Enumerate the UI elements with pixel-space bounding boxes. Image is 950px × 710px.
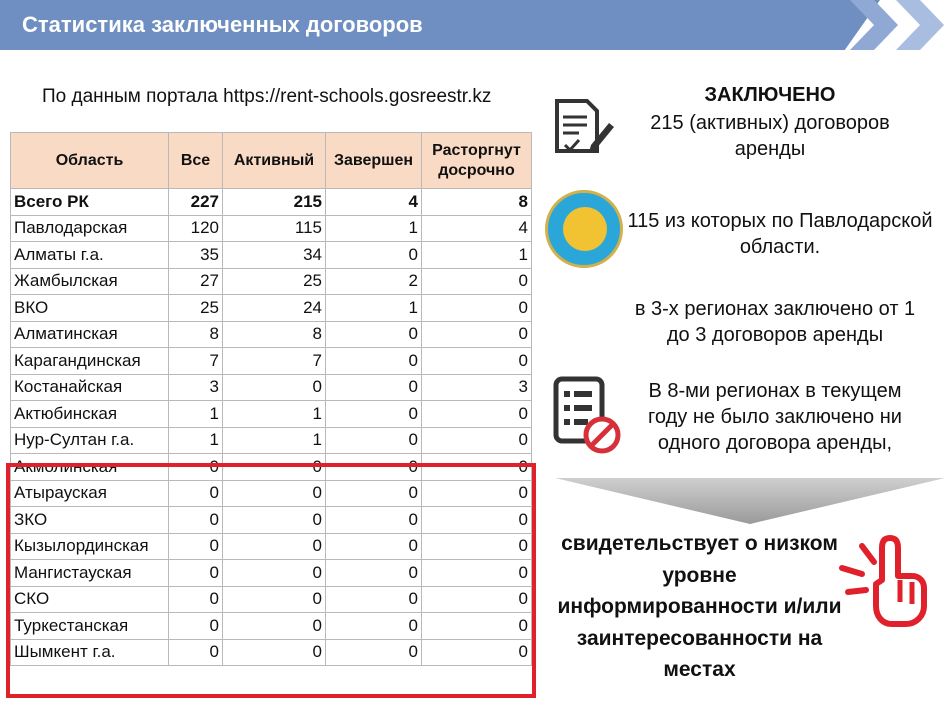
contract-icon [551,95,617,159]
cell-completed: 0 [326,401,422,428]
cell-completed: 0 [326,533,422,560]
cell-region: Алматинская [11,321,169,348]
cell-terminated: 0 [422,507,532,534]
cell-all: 25 [169,295,223,322]
col-header-region: Область [11,133,169,189]
checklist-forbidden-icon [550,375,626,459]
cell-all: 227 [169,189,223,216]
cell-all: 0 [169,507,223,534]
cell-terminated: 3 [422,374,532,401]
cell-all: 0 [169,586,223,613]
cell-region: Кызылординская [11,533,169,560]
cell-completed: 0 [326,480,422,507]
cell-region: СКО [11,586,169,613]
cell-region: ЗКО [11,507,169,534]
col-header-active: Активный [223,133,326,189]
table-row [11,348,532,375]
cell-terminated: 4 [422,215,532,242]
cell-active: 24 [223,295,326,322]
cell-active: 1 [223,401,326,428]
cell-completed: 0 [326,586,422,613]
cell-all: 8 [169,321,223,348]
cell-all: 1 [169,427,223,454]
cell-region: Всего РК [11,189,169,216]
cell-region: Костанайская [11,374,169,401]
table-row [11,533,532,560]
cell-all: 0 [169,533,223,560]
conclusion-text: свидетельствует о низком уровне информированности и/или заинтересованности на местах [557,532,842,681]
cell-all: 0 [169,639,223,666]
table-row [11,613,532,640]
cell-all: 0 [169,480,223,507]
table-row [11,215,532,242]
table-row [11,507,532,534]
concluded-heading: ЗАКЛЮЧЕНО [704,84,836,106]
cell-completed: 0 [326,454,422,481]
cell-completed: 4 [326,189,422,216]
cell-region: Павлодарская [11,215,169,242]
cell-all: 0 [169,560,223,587]
cell-active: 7 [223,348,326,375]
cell-all: 0 [169,454,223,481]
table-row [11,295,532,322]
cell-active: 215 [223,189,326,216]
table-row [11,560,532,587]
cell-terminated: 0 [422,348,532,375]
table-row [11,427,532,454]
cell-completed: 0 [326,560,422,587]
cell-active: 0 [223,533,326,560]
cell-terminated: 0 [422,613,532,640]
hand-one-finger-icon [838,530,940,630]
cell-region: Мангистауская [11,560,169,587]
cell-active: 8 [223,321,326,348]
table-row [11,401,532,428]
cell-region: Алматы г.а. [11,242,169,269]
table-total-row [11,189,532,216]
cell-region: Актюбинская [11,401,169,428]
cell-active: 25 [223,268,326,295]
cell-terminated: 0 [422,268,532,295]
table-row [11,480,532,507]
cell-active: 1 [223,427,326,454]
cell-completed: 2 [326,268,422,295]
cell-all: 7 [169,348,223,375]
cell-completed: 1 [326,295,422,322]
none-regions-text: В 8-ми регионах в текущем году не было заключено ни одного договора аренды, [648,380,902,454]
table-row [11,268,532,295]
page-title: Статистика заключенных договоров [22,12,423,37]
cell-active: 34 [223,242,326,269]
contracts-table [10,132,532,666]
cell-active: 0 [223,374,326,401]
cell-all: 0 [169,613,223,640]
table-row [11,242,532,269]
cell-terminated: 0 [422,295,532,322]
cell-region: Карагандинская [11,348,169,375]
table-row [11,374,532,401]
cell-region: Шымкент г.а. [11,639,169,666]
regions-text: в 3-х регионах заключено от 1 до 3 договоров аренды [634,298,916,346]
cell-region: Нур-Султан г.а. [11,427,169,454]
cell-terminated: 0 [422,427,532,454]
cell-region: Акмолинская [11,454,169,481]
cell-completed: 0 [326,374,422,401]
cell-terminated: 1 [422,242,532,269]
funnel-arrow [555,478,945,524]
cell-active: 115 [223,215,326,242]
cell-completed: 0 [326,507,422,534]
source-note: По данным портала https://rent-schools.gosreestr.kz [42,86,492,107]
cell-all: 120 [169,215,223,242]
cell-completed: 0 [326,242,422,269]
col-header-all: Все [169,133,223,189]
cell-region: Туркестанская [11,613,169,640]
cell-active: 0 [223,613,326,640]
cell-active: 0 [223,639,326,666]
cell-terminated: 8 [422,189,532,216]
cell-active: 0 [223,586,326,613]
col-header-terminated: Расторгнут досрочно [422,133,532,189]
table-row [11,321,532,348]
cell-terminated: 0 [422,560,532,587]
cell-all: 35 [169,242,223,269]
cell-active: 0 [223,560,326,587]
table-row [11,639,532,666]
cell-completed: 0 [326,321,422,348]
cell-terminated: 0 [422,586,532,613]
cell-all: 27 [169,268,223,295]
cell-all: 1 [169,401,223,428]
cell-region: ВКО [11,295,169,322]
cell-completed: 0 [326,639,422,666]
cell-terminated: 0 [422,480,532,507]
cell-terminated: 0 [422,639,532,666]
pavlodar-emblem [545,190,623,268]
table-row [11,454,532,481]
cell-all: 3 [169,374,223,401]
concluded-text: 215 (активных) договоров аренды [650,112,890,160]
cell-completed: 0 [326,427,422,454]
cell-active: 0 [223,454,326,481]
cell-completed: 1 [326,215,422,242]
table-row [11,586,532,613]
cell-terminated: 0 [422,454,532,481]
cell-region: Атырауская [11,480,169,507]
cell-terminated: 0 [422,401,532,428]
cell-active: 0 [223,480,326,507]
cell-region: Жамбылская [11,268,169,295]
cell-terminated: 0 [422,533,532,560]
cell-completed: 0 [326,613,422,640]
cell-completed: 0 [326,348,422,375]
cell-terminated: 0 [422,321,532,348]
cell-active: 0 [223,507,326,534]
col-header-completed: Завершен [326,133,422,189]
pavlodar-text: 115 из которых по Павлодарской области. [627,210,933,258]
chevron-right-icon [886,0,950,50]
